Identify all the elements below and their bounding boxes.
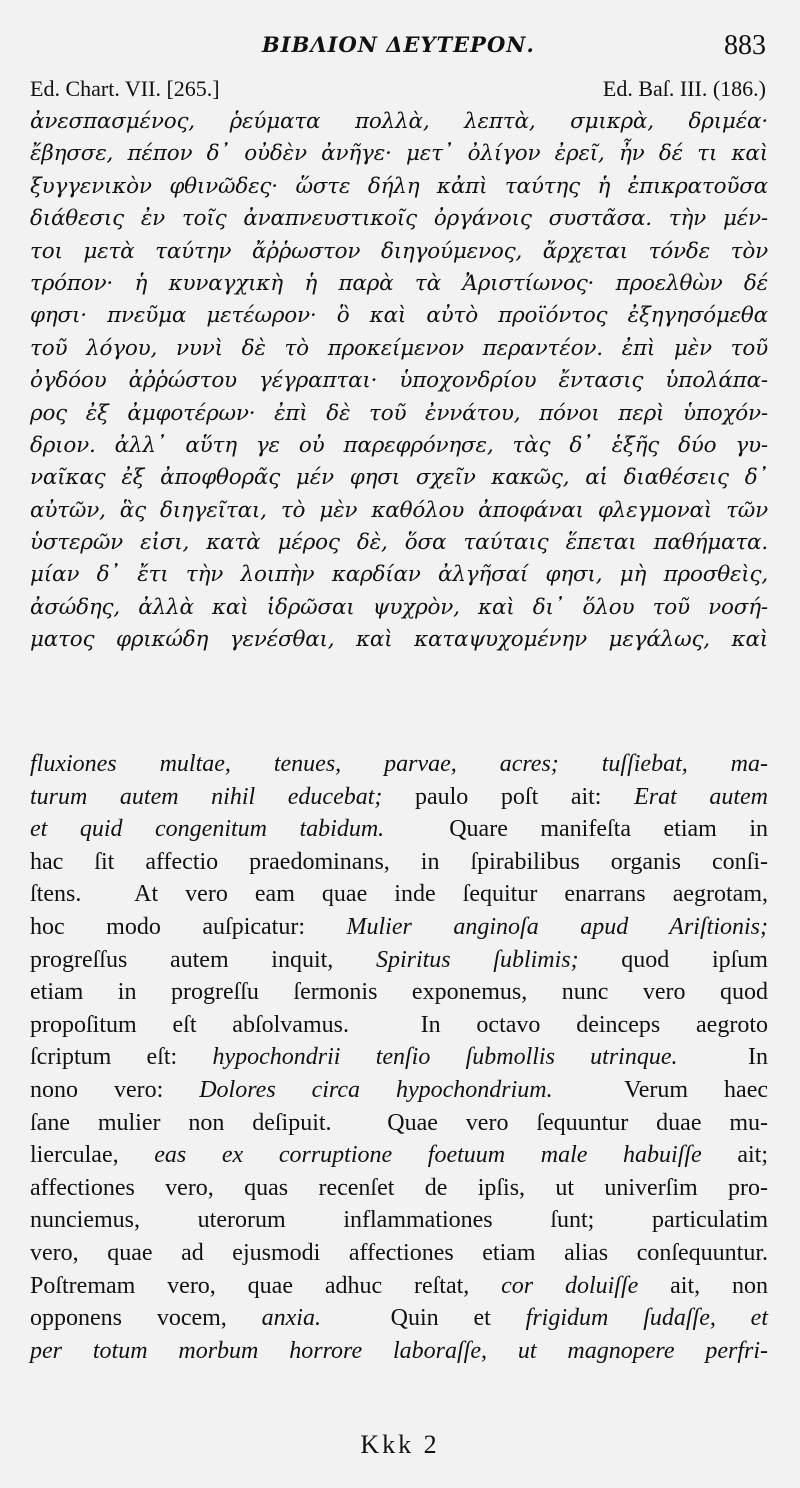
latin-line <box>30 1172 768 1205</box>
greek-line: φησι· πνεῦμα μετέωρον· ὃ καὶ αὐτὸ προϊόντος ἐξηγησόμεθα <box>30 303 768 329</box>
greek-line: ὑστερῶν εἰσι, κατὰ μέρος δὲ, ὅσα ταύταις ἕπεται παθήματα. <box>30 530 768 556</box>
latin-roman-text: opponens vocem, <box>30 1305 262 1332</box>
latin-roman-text: ait, non <box>638 1272 768 1299</box>
latin-roman-text: quod ipſum <box>578 946 768 973</box>
latin-roman-text: affectiones vero, quas recenſet de ipſis, ut univerſim pro- <box>30 1174 768 1201</box>
greek-line: ρος ἐξ ἀμφοτέρων· ἐπὶ δὲ τοῦ ἐννάτου, πόνοι περὶ ὑποχόν- <box>30 400 768 426</box>
latin-italic-text: anxia. <box>261 1305 321 1332</box>
latin-line <box>30 1302 768 1335</box>
latin-roman-text: hoc modo auſpicatur: <box>30 913 347 940</box>
greek-line: διάθεσις ἐν τοῖς ἀναπνευστικοῖς ὀργάνοις συστᾶσα. τὴν μέν- <box>30 206 768 232</box>
latin-italic-text: fluxiones multae, tenues, parvae, acres; tuſſiebat, ma- <box>30 751 768 777</box>
latin-line <box>30 1074 768 1107</box>
latin-line <box>30 976 768 1009</box>
latin-line <box>30 813 768 846</box>
latin-line <box>30 846 768 879</box>
latin-line <box>30 1237 768 1270</box>
latin-line <box>30 1204 768 1237</box>
latin-italic-text: hypochondrii tenſio ſubmollis utrinque. <box>212 1044 678 1071</box>
greek-line: ματος φρικώδη γενέσθαι, καὶ καταψυχομένην μεγάλως, καὶ <box>30 627 768 653</box>
latin-roman-text: propoſitum eſt abſolvamus. In octavo deinceps aegroto <box>30 1011 768 1038</box>
latin-roman-text: ſane mulier non deſipuit. Quae vero ſequuntur duae mu- <box>30 1109 768 1136</box>
latin-roman-text: ait; <box>701 1142 768 1169</box>
latin-italic-text: frigidum ſudaſſe, et <box>525 1305 769 1332</box>
latin-line <box>30 1041 768 1074</box>
latin-italic-text: et quid congenitum tabidum. <box>30 816 385 843</box>
page-number: 883 <box>724 30 766 61</box>
greek-line: ναῖκας ἐξ ἀποφθορᾶς μέν φησι σχεῖν κακῶς, αἱ διαθέσεις δ᾿ <box>30 465 768 491</box>
latin-roman-text: Quin et <box>320 1305 526 1332</box>
latin-roman-text: paulo poſt ait: <box>382 783 635 810</box>
running-title: ΒΙΒΛΙΟΝ ΔΕΥΤΕΡΟΝ. <box>262 32 535 57</box>
latin-roman-text: nono vero: <box>30 1076 200 1103</box>
printer-signature: Kkk 2 <box>360 1430 440 1459</box>
latin-roman-text: vero, quae ad ejusmodi affectiones etiam alias conſequuntur. <box>30 1239 768 1266</box>
latin-roman-text: nunciemus, uterorum inflammationes ſunt; particulatim <box>30 1207 768 1234</box>
latin-roman-text: lierculae, <box>30 1142 155 1169</box>
latin-line <box>30 1139 768 1172</box>
greek-line: τοῦ λόγου, νυνὶ δὲ τὸ προκείμενον περαντέον. ἐπὶ μὲν τοῦ <box>30 335 768 361</box>
running-head <box>0 30 800 66</box>
greek-line: ξυγγενικὸν φθινῶδες· ὥστε δήλη κἀπὶ ταύτης ἡ ἐπικρατοῦσα <box>30 173 768 199</box>
latin-roman-text: hac ſit affectio praedominans, in ſpirabilibus organis conſi- <box>30 848 768 875</box>
latin-italic-text: Mulier anginoſa apud Ariſtionis; <box>346 913 768 940</box>
greek-line: μίαν δ᾿ ἔτι τὴν λοιπὴν καρδίαν ἀλγῆσαί φησι, μὴ προσθεὶς, <box>30 562 768 588</box>
greek-text-block <box>30 106 768 657</box>
edition-references <box>30 76 766 106</box>
greek-line: ἀσώδης, ἀλλὰ καὶ ἱδρῶσαι ψυχρὸν, καὶ δι᾿ ὅλου τοῦ νοσή- <box>30 594 768 620</box>
latin-italic-text: turum autem nihil educebat; <box>30 783 383 810</box>
latin-italic-text: cor doluiſſe <box>501 1272 639 1299</box>
latin-italic-text: Erat autem <box>634 783 768 810</box>
latin-italic-text: eas ex corruptione foetuum male habuiſſe <box>154 1142 702 1169</box>
latin-italic-text: per totum morbum horrore laboraſſe, ut magnopere perfri- <box>30 1337 768 1364</box>
latin-roman-text: Verum haec <box>552 1076 769 1103</box>
latin-roman-text: progreſſus autem inquit, <box>30 946 376 973</box>
latin-roman-text: ſtens. At vero eam quae inde ſequitur enarrans aegrotam, <box>30 881 768 908</box>
latin-line <box>30 1009 768 1042</box>
latin-line <box>30 1107 768 1140</box>
latin-italic-text: Dolores circa hypochondrium. <box>199 1076 553 1103</box>
latin-line <box>30 748 768 781</box>
greek-line: δριον. ἀλλ᾿ αὕτη γε οὐ παρεφρόνησε, τὰς δ᾿ ἑξῆς δύο γυ- <box>30 432 768 458</box>
latin-line <box>30 781 768 814</box>
greek-line: τρόπον· ἡ κυναγχικὴ ἡ παρὰ τὰ Ἀριστίωνος· προελθὼν δέ <box>30 270 768 296</box>
latin-roman-text: ſcriptum eſt: <box>30 1044 213 1071</box>
latin-roman-text: In <box>677 1044 768 1071</box>
latin-text-block <box>30 748 768 1367</box>
greek-line: τοι μετὰ ταύτην ἄῤῥωστον διηγούμενος, ἄρχεται τόνδε τὸν <box>30 238 768 264</box>
edition-basel: Ed. Baſ. III. (186.) <box>602 76 766 101</box>
latin-roman-text: Quare manifeſta etiam in <box>384 816 768 843</box>
latin-roman-text: Poſtremam vero, quae adhuc reſtat, <box>30 1272 502 1299</box>
latin-line <box>30 911 768 944</box>
edition-chartier: Ed. Chart. VII. [265.] <box>30 76 220 101</box>
latin-line <box>30 944 768 977</box>
greek-line: αὐτῶν, ἃς διηγεῖται, τὸ μὲν καθόλου ἀποφάναι φλεγμοναὶ τῶν <box>30 497 768 523</box>
greek-line: ὀγδόου ἀῤῥώστου γέγραπται· ὑποχονδρίου ἔντασις ὑπολάπα- <box>30 368 768 394</box>
latin-line <box>30 1335 768 1368</box>
greek-line: ἀνεσπασμένος, ῥεύματα πολλὰ, λεπτὰ, σμικρὰ, δριμέα· <box>30 109 768 134</box>
latin-line <box>30 878 768 911</box>
greek-line: ἔβησσε, πέπον δ᾿ οὐδὲν ἀνῆγε· μετ᾿ ὀλίγον ἐρεῖ, ἦν δέ τι καὶ <box>30 141 768 167</box>
latin-italic-text: Spiritus ſublimis; <box>375 946 579 973</box>
latin-line <box>30 1270 768 1303</box>
latin-roman-text: etiam in progreſſu ſermonis exponemus, nunc vero quod <box>30 979 768 1006</box>
